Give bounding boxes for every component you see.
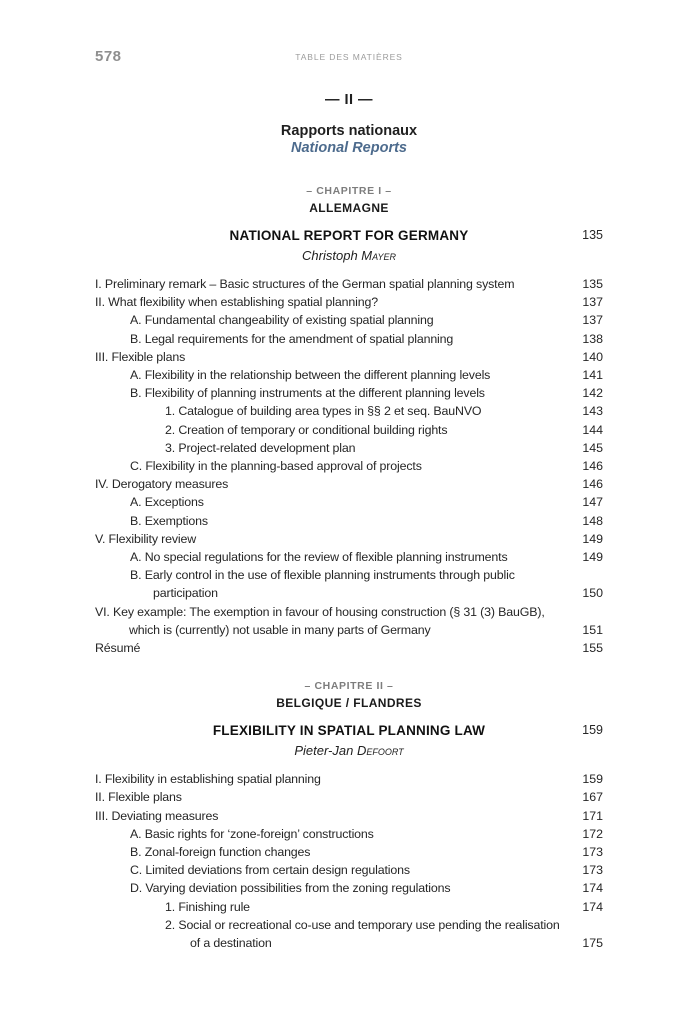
toc-entry [95, 402, 603, 420]
toc-entry-text [95, 898, 567, 916]
toc-entry-page-number: 140 [582, 349, 603, 364]
toc-entry [95, 493, 603, 511]
toc-entry-line: 2. Social or recreational co-use and temporary use pending the realisation [165, 917, 560, 932]
toc-entry-page-number: 145 [582, 440, 603, 455]
report-title-page: 159 [582, 723, 603, 738]
folio-page-number: 578 [95, 48, 122, 65]
report-title: NATIONAL REPORT FOR GERMANY [229, 228, 469, 243]
toc-entry-line: B. Early control in the use of flexible planning instruments through public [130, 568, 515, 583]
toc-entry [95, 843, 603, 861]
part-number: — II — [324, 92, 374, 108]
toc-entry-line: C. Limited deviations from certain design regulations [130, 863, 410, 878]
toc-entry-line: A. Fundamental changeability of existing spatial planning [130, 313, 434, 328]
toc-entry-text [95, 275, 567, 293]
toc-entry-line: B. Flexibility of planning instruments at the different planning levels [130, 386, 485, 401]
toc-entry-line: 3. Project-related development plan [165, 440, 356, 455]
toc-entry-page-number: 146 [582, 459, 603, 474]
toc-entry-line: 1. Finishing rule [165, 899, 250, 914]
toc-entry-line: IV. Derogatory measures [95, 477, 229, 492]
chapter-place: BELGIQUE / FLANDRES [276, 696, 422, 711]
toc-entry [95, 788, 603, 806]
toc-entry-page-number: 137 [582, 295, 603, 310]
toc-entry-text [95, 916, 567, 952]
toc-entry-line: Résumé [95, 641, 141, 656]
toc-entry [95, 825, 603, 843]
toc-entry-page-number: 142 [582, 386, 603, 401]
toc-entry [95, 348, 603, 366]
toc-entry [95, 879, 603, 897]
toc-entry-line: C. Flexibility in the planning-based approval of projects [130, 459, 422, 474]
toc-entry-text [95, 530, 567, 548]
toc-entry [95, 293, 603, 311]
toc-entry-text [95, 879, 567, 897]
toc-entry-line: III. Flexible plans [95, 349, 186, 364]
toc-entry [95, 439, 603, 457]
toc-entry-text [95, 348, 567, 366]
chapter-label: – CHAPITRE II – [304, 680, 394, 693]
toc-entry-page-number: 159 [582, 772, 603, 787]
toc-entry-text [95, 402, 567, 420]
toc-entry-text [95, 807, 567, 825]
toc-entry [95, 916, 603, 952]
toc-entry [95, 330, 603, 348]
report-author [95, 743, 603, 758]
chapter-place: ALLEMAGNE [309, 201, 389, 215]
toc-entry [95, 275, 603, 293]
toc-entries [95, 770, 603, 952]
toc-entry [95, 861, 603, 879]
toc-entry-text [95, 512, 567, 530]
toc-entry-line: 1. Catalogue of building area types in §§ 2 et seq. BauNVO [165, 404, 482, 419]
toc-entry-text [95, 421, 567, 439]
toc-entry-page-number: 172 [582, 826, 603, 841]
toc-entry [95, 475, 603, 493]
report-title-page: 135 [582, 228, 603, 242]
toc-entry-line: D. Varying deviation possibilities from the zoning regulations [130, 881, 451, 896]
toc-entry-page-number: 147 [582, 495, 603, 510]
toc-entry-line-continuation: which is (currently) not usable in many parts of Germany [129, 622, 431, 637]
toc-entry-text [95, 475, 567, 493]
toc-entry-text [95, 311, 567, 329]
toc-entry [95, 366, 603, 384]
toc-entry-line: A. Exceptions [130, 495, 204, 510]
toc-entry-text [95, 493, 567, 511]
toc-entry-line: B. Zonal-foreign function changes [130, 845, 311, 860]
report-author [95, 248, 603, 263]
toc-entry-line: B. Legal requirements for the amendment of spatial planning [130, 331, 454, 346]
toc-entry-page-number: 138 [582, 331, 603, 346]
chapter-section [95, 185, 603, 657]
toc-entry-page-number: 175 [582, 936, 603, 951]
toc-entry-page-number: 167 [582, 790, 603, 805]
toc-entry-line: I. Preliminary remark – Basic structures of the German spatial planning system [95, 277, 515, 291]
toc-entry [95, 311, 603, 329]
toc-entry-page-number: 149 [582, 531, 603, 546]
toc-entry-text [95, 770, 567, 788]
toc-entry [95, 603, 603, 639]
toc-entry-text [95, 293, 567, 311]
toc-entry-text [95, 639, 567, 657]
toc-entry-page-number: 143 [582, 404, 603, 419]
toc-entry-line: VI. Key example: The exemption in favour of housing construction (§ 31 (3) BauGB), [95, 604, 545, 619]
page-content [95, 48, 603, 952]
toc-entry-line: 2. Creation of temporary or conditional building rights [165, 422, 448, 437]
toc-entry-page-number: 174 [582, 881, 603, 896]
toc-entry-line: A. Basic rights for ‘zone-foreign’ constructions [130, 826, 374, 841]
toc-entry-text [95, 548, 567, 566]
toc-entry-text [95, 566, 567, 602]
toc-entry [95, 384, 603, 402]
toc-entry [95, 512, 603, 530]
toc-entry-line: II. What flexibility when establishing spatial planning? [95, 295, 378, 310]
toc-entry-text [95, 457, 567, 475]
toc-entry-text [95, 788, 567, 806]
toc-entry-line-continuation: of a destination [190, 936, 272, 951]
toc-entry [95, 421, 603, 439]
toc-entry [95, 530, 603, 548]
part-heading [95, 92, 603, 156]
toc-entry-page-number: 173 [582, 863, 603, 878]
toc-entry-page-number: 155 [582, 641, 603, 656]
toc-entry-text [95, 603, 567, 639]
toc-entry-page-number: 149 [582, 550, 603, 565]
toc-entry-page-number: 174 [582, 899, 603, 914]
author-surname: Mayer [361, 248, 396, 263]
toc-entry-line: B. Exemptions [130, 513, 208, 528]
toc-entry-line: A. Flexibility in the relationship between the different planning levels [130, 368, 491, 383]
toc-entry-page-number: 141 [582, 368, 603, 383]
running-head [95, 48, 603, 66]
toc-entry-line: I. Flexibility in establishing spatial planning [95, 772, 321, 787]
toc-entry [95, 639, 603, 657]
toc-entry [95, 566, 603, 602]
toc-entry-text [95, 439, 567, 457]
chapter-label: – CHAPITRE I – [306, 185, 392, 197]
toc-entry [95, 898, 603, 916]
toc-entry-page-number: 135 [582, 277, 603, 291]
toc-entry-line: A. No special regulations for the review of flexible planning instruments [130, 550, 508, 565]
toc-entry-line: II. Flexible plans [95, 790, 182, 805]
toc-entry-text [95, 366, 567, 384]
toc-entry [95, 770, 603, 788]
toc-entry-page-number: 146 [582, 477, 603, 492]
report-title-row [95, 227, 603, 245]
chapters-container [95, 185, 603, 952]
toc-entry-text [95, 861, 567, 879]
toc-entry-line-continuation: participation [153, 586, 218, 601]
toc-entry-page-number: 137 [582, 313, 603, 328]
toc-entry [95, 457, 603, 475]
report-title: FLEXIBILITY IN SPATIAL PLANNING LAW [212, 723, 486, 739]
author-given-name: Christoph [302, 248, 362, 263]
report-title-row [95, 722, 603, 740]
toc-entry-page-number: 171 [582, 808, 603, 823]
author-given-name: Pieter-Jan [294, 743, 357, 759]
toc-entry-line: III. Deviating measures [95, 808, 219, 823]
toc-entry-line: V. Flexibility review [95, 531, 197, 546]
part-title-english: National Reports [290, 140, 407, 156]
toc-entry-text [95, 825, 567, 843]
author-surname: Defoort [356, 743, 404, 759]
toc-entry-page-number: 148 [582, 513, 603, 528]
toc-entry [95, 807, 603, 825]
toc-entries [95, 275, 603, 657]
toc-entry [95, 548, 603, 566]
chapter-section [95, 680, 603, 952]
toc-entry-page-number: 151 [582, 622, 603, 637]
toc-entry-page-number: 173 [582, 845, 603, 860]
toc-entry-text [95, 330, 567, 348]
toc-entry-page-number: 150 [582, 586, 603, 601]
running-header-title: TABLE DES MATIÈRES [295, 52, 403, 62]
toc-entry-page-number: 144 [582, 422, 603, 437]
toc-entry-text [95, 843, 567, 861]
part-title-french: Rapports nationaux [280, 123, 418, 139]
toc-entry-text [95, 384, 567, 402]
